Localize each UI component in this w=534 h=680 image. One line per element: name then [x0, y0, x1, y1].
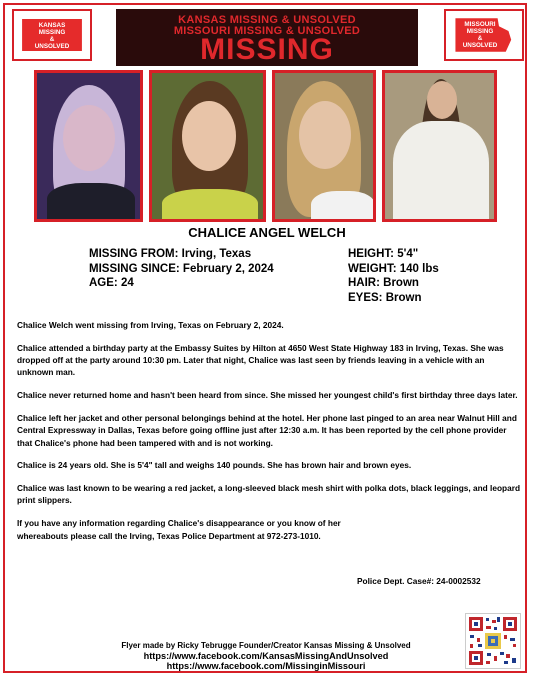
paragraph-3: Chalice never returned home and hasn't been heard from since. She missed her youngest child's first birthday three days later.	[17, 390, 518, 401]
age: AGE: 24	[89, 277, 134, 289]
kansas-logo	[12, 9, 92, 61]
paragraph-1: Chalice Welch went missing from Irving, Texas on February 2, 2024.	[17, 320, 284, 330]
info-right-column	[348, 247, 439, 305]
photo-4-face	[427, 81, 457, 119]
photo-2-body	[162, 189, 258, 222]
kansas-logo-line4: UNSOLVED	[34, 43, 70, 50]
photo-3-face	[299, 101, 351, 169]
missouri-logo-text	[438, 21, 522, 49]
missing-banner	[116, 9, 418, 66]
missouri-logo-line4: UNSOLVED	[462, 42, 498, 49]
photo-3-body	[311, 191, 375, 222]
kansas-logo-text	[14, 22, 90, 50]
weight: WEIGHT: 140 lbs	[348, 262, 439, 275]
info-left-column	[89, 247, 274, 291]
banner-title: MISSING	[200, 33, 334, 66]
footer	[100, 641, 432, 671]
paragraph-7: If you have any information regarding Chalice's disappearance or you know of her whereabouts please call the Irving, Texas Police Department at 972-273-1010.	[17, 518, 341, 541]
kansas-logo-line3: &	[49, 36, 55, 43]
footer-link-missouri[interactable]: https://www.facebook.com/MissinginMissouri	[166, 661, 366, 671]
kansas-logo-line2: MISSING	[38, 29, 66, 36]
photo-4-body	[393, 121, 489, 222]
footer-credit: Flyer made by Ricky Tebrugge Founder/Creator Kansas Missing & Unsolved	[121, 641, 411, 650]
height: HEIGHT: 5'4"	[348, 248, 419, 260]
qr-code[interactable]	[465, 613, 521, 669]
photo-1	[34, 70, 143, 222]
paragraph-5: Chalice is 24 years old. She is 5'4" tall and weighs 140 pounds. She has brown hair and brown eyes.	[17, 460, 412, 471]
paragraph-4: Chalice left her jacket and other personal belongings behind at the hotel. Her phone last pinged to an area near Walnut Hill and Central Expressway in Dallas, Texas before going offline just after 12:30 a.m. It has been reported by the cell phone provider that Chalice's phone had been tampered with and is not working.	[17, 412, 517, 448]
missouri-logo	[444, 9, 524, 61]
kansas-logo-line1: KANSAS	[38, 22, 66, 29]
photo-2-face	[182, 101, 236, 171]
qr-code-icon	[466, 614, 520, 668]
case-number: Police Dept. Case#: 24-0002532	[357, 576, 481, 586]
photo-1-face	[63, 105, 115, 171]
paragraph-2: Chalice attended a birthday party at the Embassy Suites by Hilton at 4650 West State Highway 183 in Irving, Texas. She was dropped off at the party around 10:30 pm. Later that night, Chalice was last seen by friends leaving in a vehicle with an unknown man.	[17, 342, 504, 378]
banner-line1: KANSAS MISSING & UNSOLVED	[178, 14, 356, 26]
description	[17, 319, 522, 552]
footer-link-kansas[interactable]: https://www.facebook.com/KansasMissingAndUnsolved	[143, 651, 389, 661]
missing-since: MISSING SINCE: February 2, 2024	[89, 262, 274, 275]
photo-1-body	[47, 183, 135, 222]
missing-from: MISSING FROM: Irving, Texas	[89, 248, 252, 260]
missouri-logo-line2: MISSING	[466, 28, 494, 35]
photo-3	[272, 70, 376, 222]
eyes: EYES: Brown	[348, 291, 422, 304]
banner-line2: MISSOURI MISSING & UNSOLVED	[173, 25, 361, 37]
missouri-logo-line3: &	[477, 35, 483, 42]
hair: HAIR: Brown	[348, 277, 419, 289]
photo-2	[149, 70, 266, 222]
person-name: CHALICE ANGEL WELCH	[188, 225, 346, 240]
missouri-logo-line1: MISSOURI	[464, 21, 496, 28]
photo-4	[382, 70, 497, 222]
paragraph-6: Chalice was last known to be wearing a red jacket, a long-sleeved black mesh shirt with polka dots, black leggings, and leopard print slippers.	[17, 483, 521, 506]
